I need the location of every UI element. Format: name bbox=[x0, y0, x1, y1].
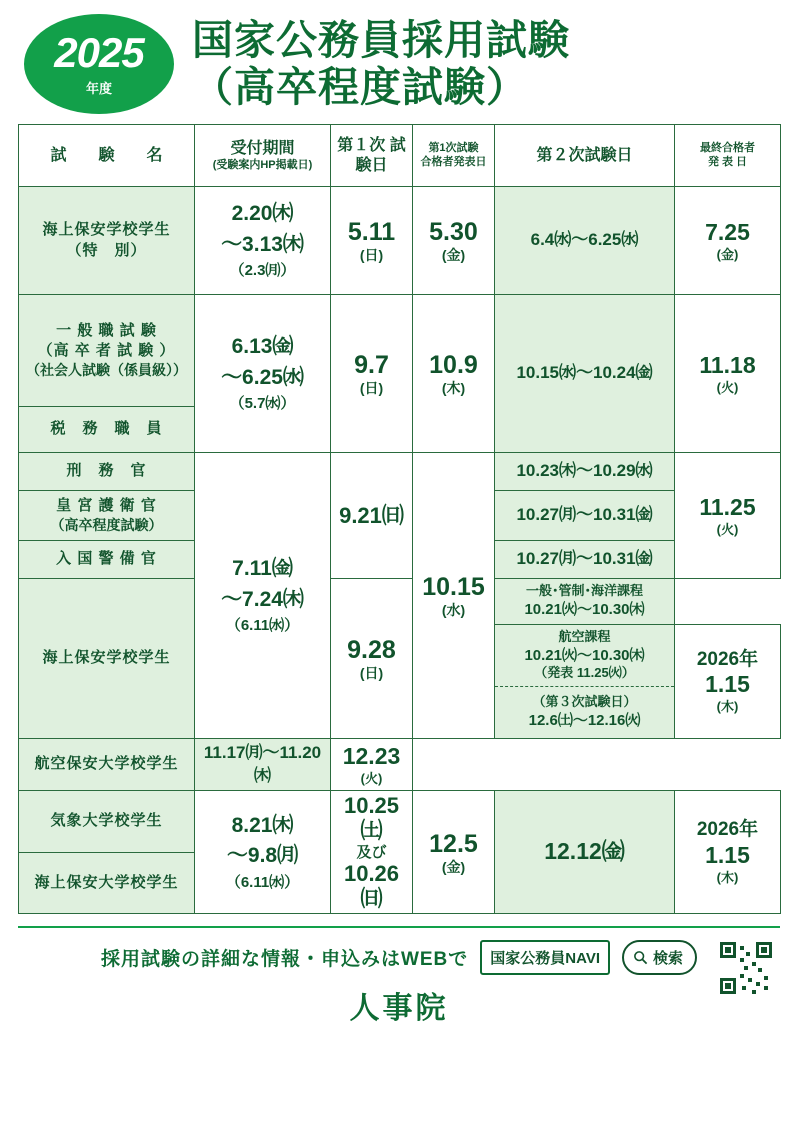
exam-name-cell bbox=[19, 187, 195, 295]
first-exam-date-cell bbox=[331, 187, 413, 295]
second-exam-date: 10.21㈫～10.30㈭ bbox=[524, 601, 645, 619]
table-row bbox=[19, 295, 781, 407]
application-period-cell bbox=[195, 187, 331, 295]
period-end: ～9.8㈪ bbox=[226, 844, 299, 868]
final-result-year: 2026年 bbox=[696, 819, 759, 841]
first-exam-date: 9.7 bbox=[354, 351, 389, 380]
qr-code bbox=[720, 942, 772, 994]
footer-message: 採用試験の詳細な情報・申込みはWEBで bbox=[100, 949, 469, 971]
period-start: 6.13㈮ bbox=[231, 335, 294, 359]
final-result-dow: (木) bbox=[716, 869, 739, 885]
final-result-date: 1.15 bbox=[705, 842, 750, 869]
second-exam-course-label: 一般･管制･海洋課程 bbox=[525, 583, 643, 599]
first-exam-dow: (日) bbox=[359, 246, 384, 263]
navi-keyword-box: 国家公務員NAVI bbox=[480, 940, 610, 975]
final-result-dow: (火) bbox=[716, 379, 739, 395]
first-exam-date-cell bbox=[331, 791, 413, 914]
first-result-dow: (水) bbox=[441, 601, 466, 618]
exam-name-cell: 入 国 警 備 官 bbox=[19, 541, 195, 579]
title-line-1: 国家公務員採用試験 bbox=[192, 16, 570, 63]
exam-name-line-2: （高卒程度試験） bbox=[50, 517, 163, 534]
col-second-exam-date: 第２次試験日 bbox=[495, 125, 675, 187]
second-exam-date: 10.21㈫～10.30㈭ bbox=[524, 646, 645, 664]
organization-name: 人事院 bbox=[349, 992, 449, 1026]
table-row bbox=[19, 453, 781, 491]
period-end: ～6.25㈬ bbox=[221, 365, 304, 389]
period-hp-note: （5.7㈬） bbox=[229, 395, 296, 413]
period-hp-note: （2.3㈪） bbox=[229, 262, 296, 280]
final-result-year: 2026年 bbox=[696, 648, 759, 670]
second-exam-course-label: 航空課程 bbox=[558, 628, 611, 644]
final-result-dow: (火) bbox=[716, 521, 739, 537]
third-exam-date: 12.6㈯～12.16㈫ bbox=[528, 712, 641, 730]
col-final-result-label: 最終合格者 bbox=[700, 142, 755, 155]
poster-footer bbox=[18, 926, 780, 1027]
first-result-date-cell bbox=[413, 187, 495, 295]
footer-cta-row bbox=[18, 940, 780, 975]
final-result-date-cell bbox=[331, 739, 413, 791]
col-first-result-sub: 合格者発表日 bbox=[420, 155, 487, 168]
exam-name-cell: 海上保安学校学生 bbox=[19, 579, 195, 739]
second-exam-date-cell: 10.15㈬～10.24㈮ bbox=[495, 295, 675, 453]
first-result-date-cell bbox=[413, 791, 495, 914]
first-result-dow: (金) bbox=[441, 858, 466, 875]
col-application-period-sub: (受験案内HP掲載日) bbox=[212, 158, 313, 171]
third-exam-label: （第３次試験日） bbox=[532, 694, 637, 710]
final-result-date-cell bbox=[675, 453, 781, 579]
title-line-2: （高卒程度試験） bbox=[192, 64, 528, 110]
exam-name-cell bbox=[19, 295, 195, 407]
final-result-date-cell bbox=[675, 625, 781, 739]
exam-name-cell bbox=[19, 491, 195, 541]
first-result-date-cell bbox=[413, 453, 495, 739]
final-result-dow: (火) bbox=[360, 770, 383, 786]
table-row bbox=[19, 187, 781, 295]
col-first-exam-sub: 試験日 bbox=[355, 137, 406, 174]
application-period-cell bbox=[195, 295, 331, 453]
final-result-date-cell bbox=[675, 187, 781, 295]
first-exam-dow: (日) bbox=[359, 664, 384, 681]
period-hp-note: （6.11㈬） bbox=[225, 617, 300, 635]
col-application-period bbox=[195, 125, 331, 187]
col-first-result-date bbox=[413, 125, 495, 187]
second-exam-date-cell: 10.27㈪～10.31㈮ bbox=[495, 491, 675, 541]
final-result-date: 1.15 bbox=[705, 671, 750, 698]
first-result-dow: (木) bbox=[441, 379, 466, 396]
second-exam-date-cell: 10.27㈪～10.31㈮ bbox=[495, 541, 675, 579]
table-row bbox=[19, 579, 781, 625]
table-header-row bbox=[19, 125, 781, 187]
period-start: 8.21㈭ bbox=[231, 813, 294, 837]
second-exam-date-cell: 6.4㈬～6.25㈬ bbox=[495, 187, 675, 295]
first-exam-date-cell bbox=[331, 295, 413, 453]
application-period-cell bbox=[195, 453, 331, 739]
exam-name-line-1: 海上保安学校学生 bbox=[42, 221, 171, 239]
exam-name-cell: 税 務 職 員 bbox=[19, 407, 195, 453]
exam-name-cell: 気象大学校学生 bbox=[19, 791, 195, 853]
col-first-result-label: 第1次試験 bbox=[428, 142, 479, 155]
table-row bbox=[19, 739, 781, 791]
first-exam-conjunction: 及び bbox=[356, 843, 387, 861]
exam-name-cell: 海上保安大学校学生 bbox=[19, 852, 195, 914]
final-result-date: 11.25 bbox=[699, 493, 756, 520]
first-exam-date-cell: 9.21㈰ bbox=[331, 453, 413, 579]
third-exam-date-cell bbox=[495, 687, 675, 739]
first-result-date: 5.30 bbox=[429, 218, 478, 247]
exam-name-line-1: 一 般 職 試 験 bbox=[56, 321, 157, 339]
col-first-exam-date bbox=[331, 125, 413, 187]
col-exam-name: 試 験 名 bbox=[19, 125, 195, 187]
second-exam-date-cell: 12.12㈮ bbox=[495, 791, 675, 914]
first-exam-date-a: 10.25㈯ bbox=[343, 793, 400, 844]
first-exam-date-cell bbox=[331, 579, 413, 739]
final-result-dow: (金) bbox=[716, 246, 739, 262]
final-result-dow: (木) bbox=[716, 698, 739, 714]
col-application-period-label: 受付期間 bbox=[230, 140, 295, 158]
exam-name-cell: 航空保安大学校学生 bbox=[19, 739, 195, 791]
table-row bbox=[19, 791, 781, 853]
first-result-dow: (金) bbox=[441, 246, 466, 263]
col-final-result-sub: 発 表 日 bbox=[707, 155, 748, 168]
exam-name-cell: 刑 務 官 bbox=[19, 453, 195, 491]
first-result-date-cell bbox=[413, 295, 495, 453]
year-value: 2025 bbox=[54, 28, 144, 76]
year-unit-label: 年度 bbox=[85, 80, 112, 96]
final-result-date: 12.23 bbox=[342, 742, 401, 769]
poster-header bbox=[18, 0, 780, 124]
exam-name-line-2: （高 卒 者 試 験 ） bbox=[37, 342, 176, 360]
period-hp-note: （6.11㈬） bbox=[225, 873, 300, 891]
second-exam-announce-note: （発表 11.25㈫） bbox=[534, 665, 635, 681]
first-exam-dow: (日) bbox=[359, 379, 384, 396]
first-exam-date-b: 10.26㈰ bbox=[343, 860, 400, 912]
second-exam-date-cell: 10.23㈭～10.29㈬ bbox=[495, 453, 675, 491]
period-start: 2.20㈭ bbox=[231, 202, 294, 226]
exam-name-line-1: 皇 宮 護 衛 官 bbox=[56, 496, 157, 514]
first-result-date: 10.15 bbox=[422, 573, 485, 602]
final-result-date: 11.18 bbox=[699, 351, 756, 378]
second-exam-date-cell bbox=[495, 625, 675, 687]
search-button[interactable] bbox=[622, 940, 697, 975]
second-exam-date-cell: 11.17㈪～11.20㈭ bbox=[195, 739, 331, 791]
search-icon bbox=[633, 950, 648, 965]
search-button-label: 検索 bbox=[653, 950, 684, 968]
second-exam-date-cell bbox=[495, 579, 675, 625]
first-result-date: 12.5 bbox=[429, 829, 478, 858]
exam-schedule-table bbox=[18, 124, 781, 914]
period-start: 7.11㈮ bbox=[232, 557, 293, 581]
final-result-date: 7.25 bbox=[705, 218, 750, 245]
period-end: ～7.24㈭ bbox=[221, 587, 304, 611]
col-final-result-date bbox=[675, 125, 781, 187]
exam-name-line-3: （社会人試験（係員級）） bbox=[26, 362, 187, 379]
first-exam-date: 5.11 bbox=[347, 218, 396, 247]
period-end: ～3.13㈭ bbox=[221, 232, 304, 256]
final-result-date-cell bbox=[675, 295, 781, 453]
first-exam-date: 9.28 bbox=[347, 636, 396, 665]
application-period-cell bbox=[195, 791, 331, 914]
final-result-date-cell bbox=[675, 791, 781, 914]
col-first-exam-label: 第１次 bbox=[337, 137, 386, 155]
exam-name-line-2: （特 別） bbox=[66, 241, 147, 259]
first-result-date: 10.9 bbox=[429, 351, 478, 380]
page-title bbox=[192, 17, 570, 111]
year-badge bbox=[24, 14, 174, 114]
